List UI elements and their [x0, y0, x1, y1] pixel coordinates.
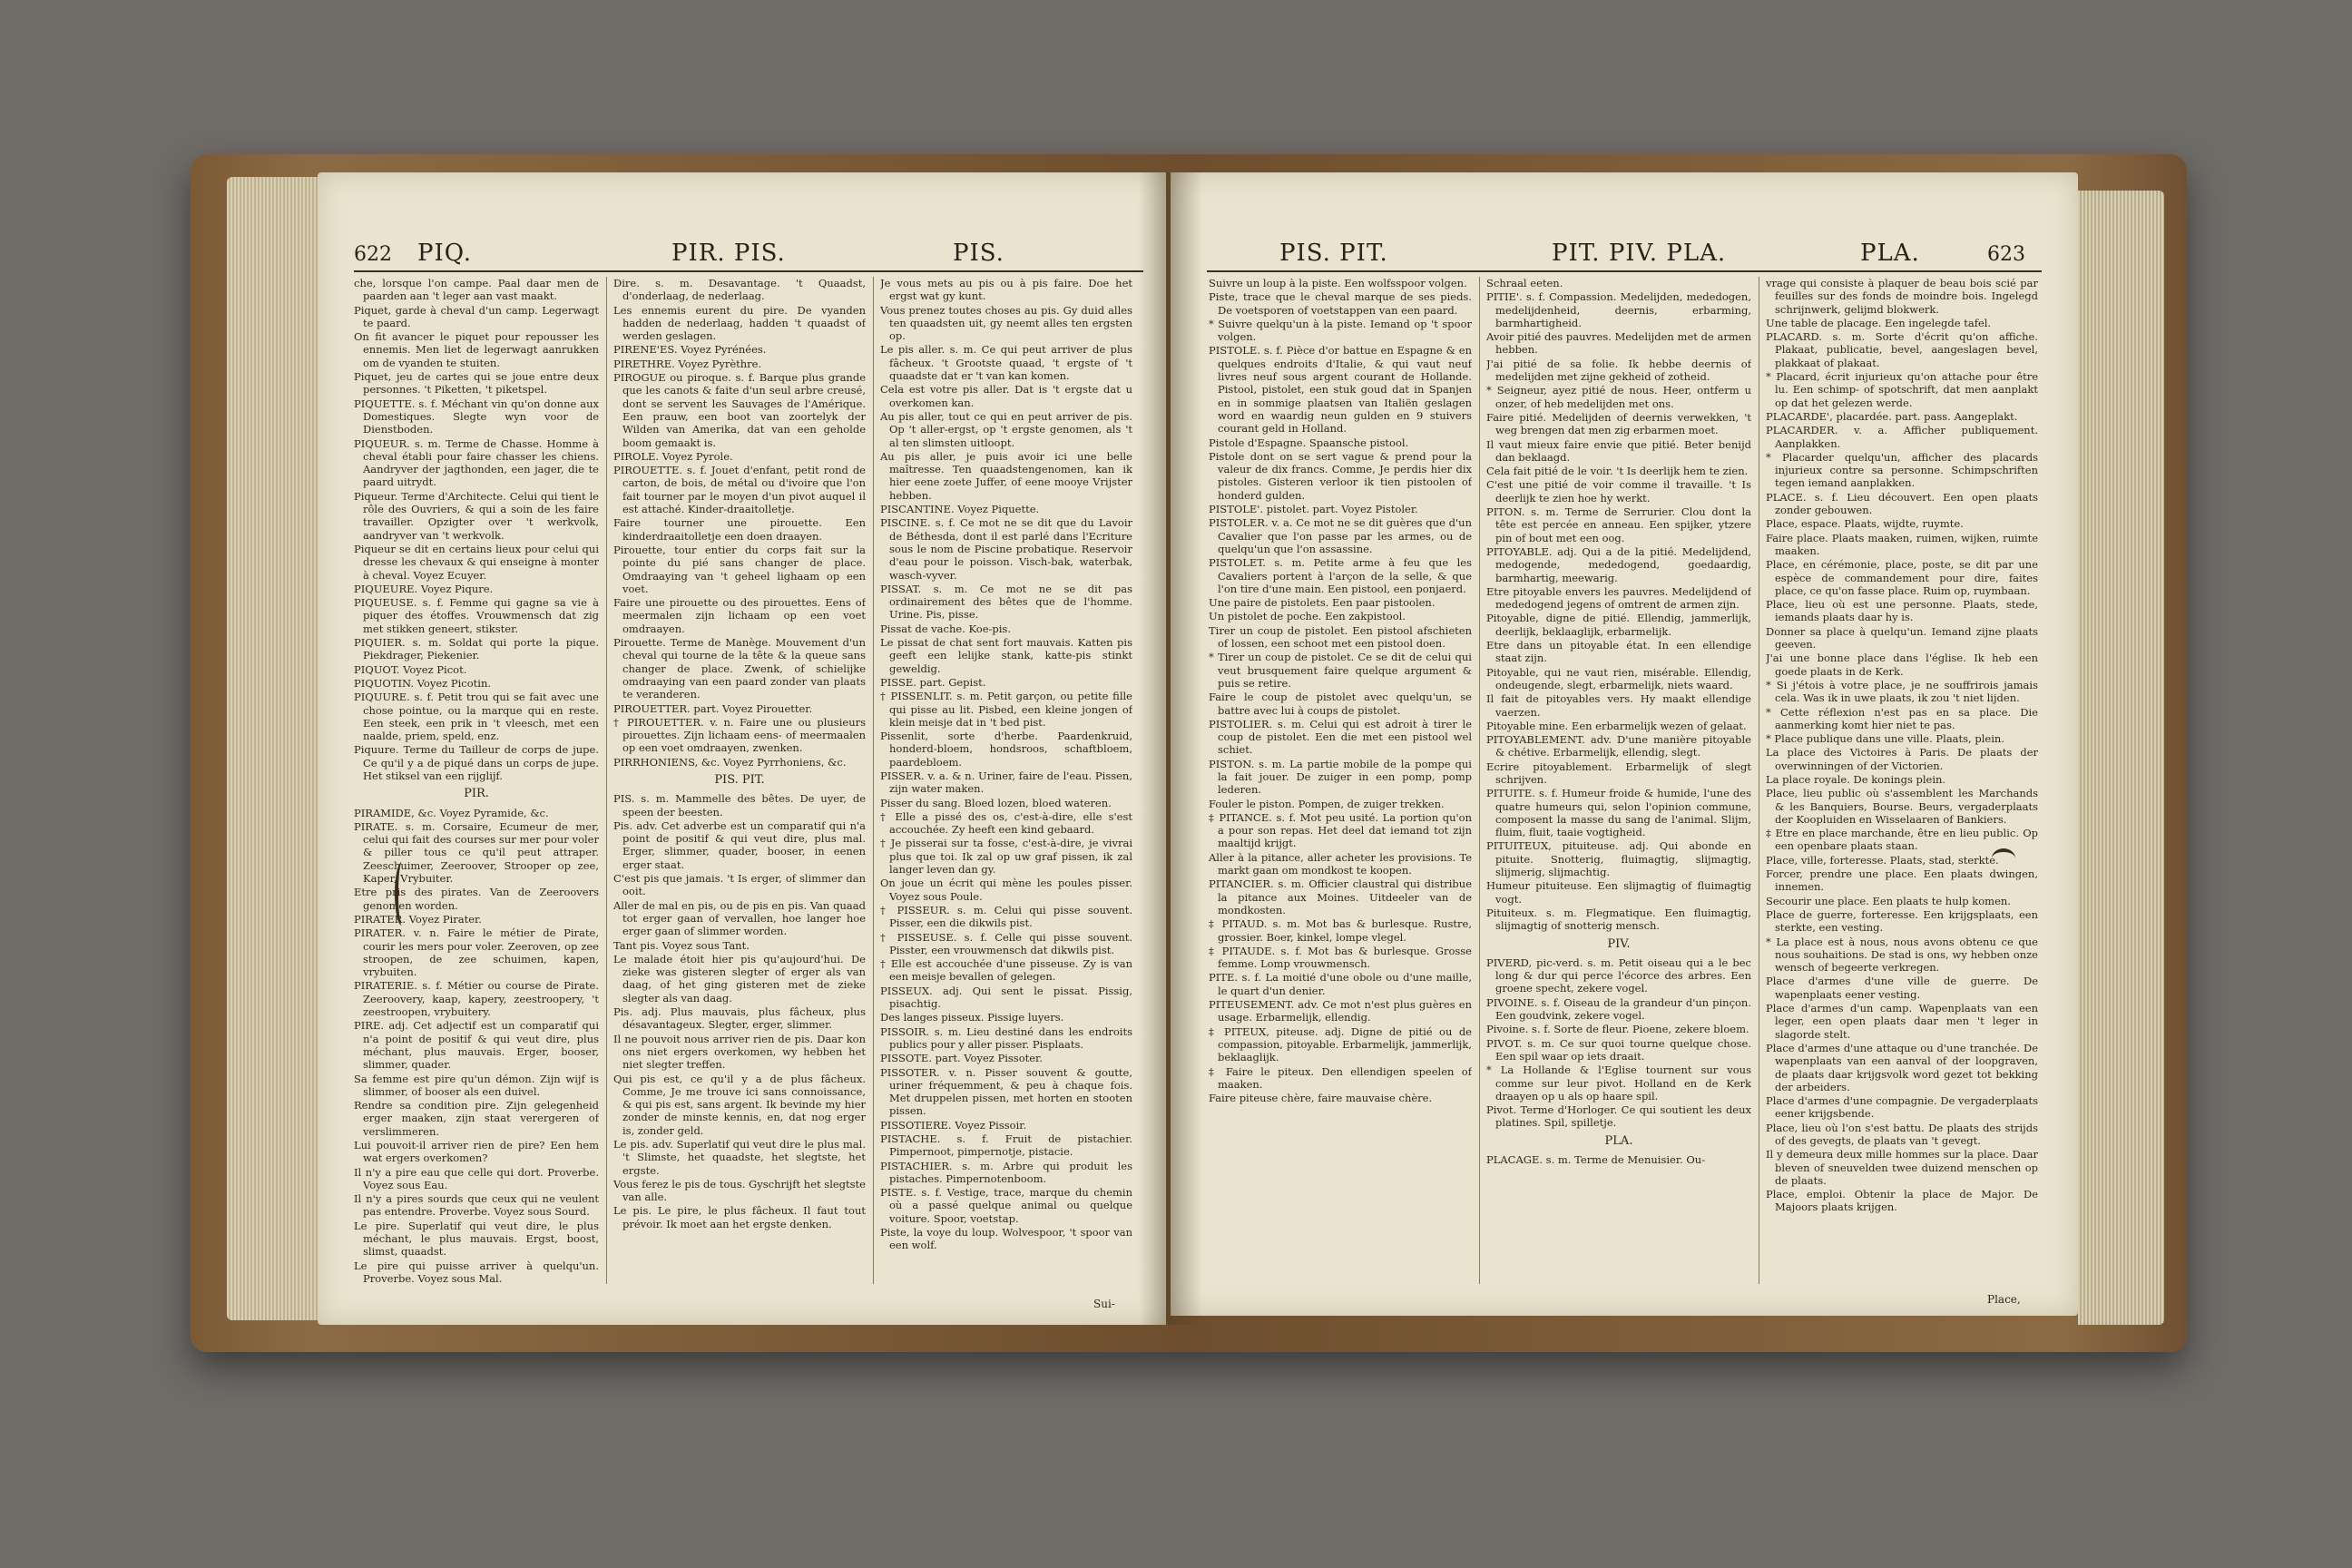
- running-head-col1: PIS. PIT.: [1279, 240, 1388, 267]
- running-head-col2: PIT. PIV. PLA.: [1552, 240, 1727, 267]
- dictionary-entry: Faire le coup de pistolet avec quelqu'un, se battre avec lui à coups de pistolet.: [1209, 691, 1472, 717]
- dictionary-entry: PLACARDE', placardée. part. pass. Aangeplakt.: [1766, 409, 2018, 423]
- dictionary-entry: PIRETHRE. Voyez Pyrèthre.: [613, 357, 762, 370]
- column-1: [1209, 277, 1472, 1293]
- page-edges-left: [227, 177, 327, 1320]
- dictionary-entry: Piquet, jeu de cartes qui se joue entre deux personnes. 't Piketten, 't piketspel.: [354, 370, 599, 397]
- dictionary-entry: PITEUSEMENT. adv. Ce mot n'est plus guères en usage. Erbarmelijk, ellendig.: [1209, 998, 1472, 1024]
- dictionary-entry: PISSOTER. v. n. Pisser souvent & goutte, uriner fréquemment, & peu à chaque fois. Met druppelen pissen, met horten en stooten pissen.: [880, 1065, 1132, 1118]
- dictionary-entry: Il n'y a pire eau que celle qui dort. Proverbe. Voyez sous Eau.: [354, 1165, 599, 1191]
- dictionary-entry: Pitoyable, digne de pitié. Ellendig, jammerlijk, deerlijk, beklaaglijk, erbarmelijk.: [1486, 612, 1751, 638]
- dictionary-entry: PISCANTINE. Voyez Piquette.: [880, 503, 1040, 516]
- dictionary-entry: Il n'y a pires sourds que ceux qui ne veulent pas entendre. Proverbe. Voyez sous Sourd.: [354, 1192, 599, 1219]
- dictionary-entry: † Elle est accouchée d'une pisseuse. Zy is van een meisje bevallen of gelegen.: [880, 957, 1132, 984]
- dictionary-entry: Il fait de pitoyables vers. Hy maakt ellendige vaerzen.: [1486, 692, 1751, 719]
- dictionary-entry: Etre dans un pitoyable état. In een ellendige staat zijn.: [1486, 639, 1751, 665]
- dictionary-entry: Ecrire pitoyablement. Erbarmelijk of slegt schrijven.: [1486, 760, 1751, 786]
- dictionary-entry: Secourir une place. Een plaats te hulp komen.: [1766, 894, 2011, 907]
- dictionary-entry: Place de guerre, forteresse. Een krijgsplaats, een sterkte, een vesting.: [1766, 907, 2038, 935]
- dictionary-entry: PISSE. part. Gepist.: [880, 675, 986, 689]
- dictionary-entry: ‡ Etre en place marchande, être en lieu public. Op een openbare plaats staan.: [1766, 827, 2038, 853]
- page-number: 623: [1987, 243, 2025, 266]
- dictionary-entry: Aller de mal en pis, ou de pis en pis. Van quaad tot erger gaan of vervallen, hoe langer hoe erger gaan of slimmer worden.: [613, 898, 866, 938]
- dictionary-entry: PIQUEUSE. s. f. Femme qui gagne sa vie à piquer des étoffes. Vrouwmensch dat zig met stikken geneert, stikster.: [354, 596, 599, 635]
- dictionary-entry: Le pis aller. s. m. Ce qui peut arriver de plus fâcheux. 't Grootste quaad, 't ergste of 't quaadste dat er 't van kan komen.: [880, 343, 1132, 383]
- running-head-col2: PIR. PIS.: [671, 240, 786, 267]
- book-gutter: [1139, 172, 1202, 1325]
- dictionary-entry: * Place publique dans une ville. Plaats, plein.: [1766, 732, 2004, 746]
- dictionary-entry: Il ne pouvoit nous arriver rien de pis. Daar kon ons niet ergers overkomen, wy hebben het niet slegter treffen.: [613, 1032, 866, 1072]
- dictionary-entry: vrage qui consiste à plaquer de beau bois scié par feuilles sur des fonds de moindre bois. Ingelegd schrijnwerk, gelijmd blokwerk.: [1766, 277, 2038, 316]
- dictionary-entry: Au pis aller, je puis avoir ici une belle maîtresse. Ten quaadstengenomen, kan ik hier eene zoete Juffer, of eene mooye Vrijster hebben.: [880, 449, 1132, 502]
- dictionary-entry: PLACAGE. s. m. Terme de Menuisier. Ou-: [1486, 1153, 1706, 1166]
- dictionary-entry: PISTON. s. m. La partie mobile de la pompe qui la fait jouer. De zuiger in een pomp, pomp lederen.: [1209, 757, 1472, 797]
- dictionary-entry: PISSOIR. s. m. Lieu destiné dans les endroits publics pour y aller pisser. Pisplaats.: [880, 1024, 1132, 1051]
- dictionary-entry: † PISSENLIT. s. m. Petit garçon, ou petite fille qui pisse au lit. Pisbed, een kleine jongen of klein meisje dat in 't bed pist.: [880, 690, 1132, 729]
- dictionary-entry: Le pire qui puisse arriver à quelqu'un. Proverbe. Voyez sous Mal.: [354, 1259, 599, 1285]
- dictionary-entry: Place d'armes d'un camp. Wapenplaats van een leger, een open plaats daar men 't leger in slagorde stelt.: [1766, 1002, 2038, 1041]
- dictionary-entry: Vous ferez le pis de tous. Gyschrijft het slegtste van alle.: [613, 1177, 866, 1204]
- dictionary-entry: PIROUETTER. part. Voyez Pirouetter.: [613, 701, 813, 715]
- dictionary-entry: ‡ PITANCE. s. f. Mot peu usité. La portion qu'on a pour son repas. Het deel dat iemand tot zijn maaltijd krijgt.: [1209, 810, 1472, 850]
- dictionary-entry: Schraal eeten.: [1486, 277, 1563, 289]
- dictionary-entry: Avoir pitié des pauvres. Medelijden met de armen hebben.: [1486, 330, 1751, 357]
- dictionary-entry: Piqueur se dit en certains lieux pour celui qui dresse les chevaux & qui enseigne à monter à cheval. Voyez Ecuyer.: [354, 542, 599, 582]
- dictionary-entry: PLACARD. s. m. Sorte d'écrit qu'on affiche. Plakaat, publicatie, bevel, aangeslagen bevel, plakkaat of plakaat.: [1766, 330, 2038, 369]
- dictionary-entry: PISSAT. s. m. Ce mot ne se dit pas ordinairement des bêtes que de l'homme. Urine. Pis, pisse.: [880, 582, 1132, 622]
- dictionary-entry: † PISSEUSE. s. f. Celle qui pisse souvent. Pisster, een vrouwmensch dat dikwils pist.: [880, 930, 1132, 956]
- dictionary-entry: PIQUEURE. Voyez Piqure.: [354, 582, 494, 595]
- dictionary-entry: Faire pitié. Medelijden of deernis verwekken, 't weg brengen dat men zig erbarmen moet.: [1486, 410, 1751, 437]
- page-edges-right: [2078, 191, 2164, 1325]
- dictionary-entry: PIQUETTE. s. f. Méchant vin qu'on donne aux Domestiques. Slegte wyn voor de Dienstboden.: [354, 397, 599, 436]
- dictionary-entry: Vous prenez toutes choses au pis. Gy duid alles ten quaadsten uit, gy neemt alles ten ergsten op.: [880, 303, 1132, 343]
- ink-mark: [395, 862, 409, 926]
- dictionary-entry: PISSER. v. a. & n. Uriner, faire de l'eau. Pissen, zijn water maken.: [880, 769, 1132, 796]
- dictionary-entry: che, lorsque l'on campe. Paal daar men de paarden aan 't leger aan vast maakt.: [354, 277, 599, 303]
- dictionary-entry: ‡ PITAUD. s. m. Mot bas & burlesque. Rustre, grossier. Boer, kinkel, lompe vlegel.: [1209, 917, 1472, 944]
- running-head-col3: PIS.: [953, 240, 1004, 267]
- dictionary-entry: Dire. s. m. Desavantage. 't Quaadst, d'onderlaag, de nederlaag.: [613, 277, 866, 303]
- dictionary-entry: Pissenlit, sorte d'herbe. Paardenkruid, honderd-bloem, hondsroos, schaftbloem, paardebloem.: [880, 730, 1132, 769]
- dictionary-entry: La place royale. De konings plein.: [1766, 772, 1946, 786]
- dictionary-entry: Piste, la voye du loup. Wolvespoor, 't spoor van een wolf.: [880, 1226, 1132, 1252]
- column-divider: [873, 277, 874, 1284]
- dictionary-entry: PIRENE'ES. Voyez Pyrénées.: [613, 343, 767, 357]
- dictionary-entry: C'est pis que jamais. 't Is erger, of slimmer dan ooit.: [613, 872, 866, 898]
- dictionary-entry: PITUITEUX, pituiteuse. adj. Qui abonde en pituite. Snotterig, fluimagtig, slijmagtig, slijmerig, slijmachtig.: [1486, 839, 1751, 879]
- left-page: [318, 172, 1166, 1325]
- dictionary-entry: PIQUEUR. s. m. Terme de Chasse. Homme à cheval établi pour faire chasser les chiens. Aandryver der jagthonden, een jager, die te paard uitrydt.: [354, 436, 599, 489]
- dictionary-entry: † Je pisserai sur ta fosse, c'est-à-dire, je vivrai plus que toi. Ik zal op uw graf pissen, ik zal langer leven dan gy.: [880, 837, 1132, 877]
- dictionary-entry: PITE. s. f. La moitié d'une obole ou d'une maille, le quart d'un denier.: [1209, 971, 1472, 997]
- dictionary-entry: PIROUETTE. s. f. Jouet d'enfant, petit rond de carton, de bois, de métal ou d'ivoire que l'on fait tourner par le moyen d'un pivot auquel il est attaché. Kinder-draaitolletje.: [613, 464, 866, 516]
- dictionary-entry: Suivre un loup à la piste. Een wolfsspoor volgen.: [1209, 277, 1467, 289]
- dictionary-entry: † Elle a pissé des os, c'est-à-dire, elle s'est accouchée. Zy heeft een kind gebaard.: [880, 809, 1132, 837]
- dictionary-entry: Il y demeura deux mille hommes sur la place. Daar bleven of sneuvelden twee duizend menschen op de plaats.: [1766, 1148, 2038, 1187]
- dictionary-entry: Faire une pirouette ou des pirouettes. Eens of meermalen zijn lichaam op een voet omdraayen.: [613, 596, 866, 635]
- dictionary-entry: PIRATERIE. s. f. Métier ou course de Pirate. Zeeroovery, kaap, kapery, zeestroopery, 't zeestroopen, vrybuitery.: [354, 979, 599, 1019]
- catchword: Place,: [1987, 1293, 2021, 1306]
- dictionary-entry: * Placard, écrit injurieux qu'on attache pour être lu. Een schimp- of spotschrift, dat men aanplakt op dat het gelezen werde.: [1766, 370, 2038, 409]
- dictionary-entry: Aller à la pitance, aller acheter les provisions. Te markt gaan om mondkost te koopen.: [1209, 850, 1472, 877]
- dictionary-entry: Place d'armes d'une ville de guerre. De wapenplaats eener vesting.: [1766, 975, 2038, 1001]
- dictionary-entry: PISTE. s. f. Vestige, trace, marque du chemin où a passé quelque animal ou quelque voiture. Spoor, voetstap.: [880, 1186, 1132, 1225]
- ink-mark: [1992, 848, 2015, 868]
- dictionary-entry: PLACE. s. f. Lieu découvert. Een open plaats zonder gebouwen.: [1766, 490, 2038, 517]
- dictionary-entry: Piste, trace que le cheval marque de ses pieds. De voetsporen of voetstappen van een paard.: [1209, 290, 1472, 317]
- dictionary-entry: PISTOLE'. pistolet. part. Voyez Pistoler.: [1209, 503, 1418, 516]
- dictionary-entry: Tant pis. Voyez sous Tant.: [613, 938, 750, 952]
- dictionary-entry: Donner sa place à quelqu'un. Iemand zijne plaats geeven.: [1766, 624, 2038, 652]
- dictionary-entry: * Suivre quelqu'un à la piste. Iemand op 't spoor volgen.: [1209, 317, 1472, 344]
- dictionary-entry: Pistole dont on se sert vague & prend pour la valeur de dix francs. Comme, Je perdis hier dix pistoles. Gisteren verloor ik tien pistoolen of honderd gulden.: [1209, 449, 1472, 502]
- dictionary-entry: Pirouette, tour entier du corps fait sur la pointe du pié sans changer de place. Omdraaying van 't geheel lighaam op een voet.: [613, 543, 866, 595]
- dictionary-entry: Le pissat de chat sent fort mauvais. Katten pis geeft een lelijke stank, katte-pis stinkt geweldig.: [880, 636, 1132, 675]
- dictionary-entry: PIROGUE ou piroque. s. f. Barque plus grande que les canots & faite d'un seul arbre creusé, dont se servent les Sauvages de l'Amérique. Een prauw, een boot van zoortelyk der Wilden van Amerika, dat van een geholde boom gemaakt is.: [613, 371, 866, 449]
- dictionary-entry: Tirer un coup de pistolet. Een pistool afschieten of lossen, een schoot met een pistool doen.: [1209, 623, 1472, 651]
- dictionary-entry: J'ai pitié de sa folie. Ik hebbe deernis of medelijden met zijne gekheid of zotheid.: [1486, 357, 1751, 384]
- dictionary-entry: Sa femme est pire qu'un démon. Zijn wijf is slimmer, of booser als een duivel.: [354, 1072, 599, 1098]
- right-page: [1171, 172, 2078, 1316]
- dictionary-entry: PISSOTIERE. Voyez Pissoir.: [880, 1118, 1027, 1132]
- dictionary-entry: PITOYABLEMENT. adv. D'une manière pitoyable & chétive. Erbarmelijk, ellendig, slegt.: [1486, 733, 1751, 760]
- running-head-col1: PIQ.: [417, 240, 473, 267]
- dictionary-entry: * Seigneur, ayez pitié de nous. Heer, ontferm u onzer, of heb medelijden met ons.: [1486, 384, 1751, 410]
- dictionary-entry: Des langes pisseux. Pissige luyers.: [880, 1011, 1064, 1024]
- dictionary-entry: PISTOLIER. s. m. Celui qui est adroit à tirer le coup de pistolet. Een die met een pistool wel schiet.: [1209, 717, 1472, 757]
- dictionary-entry: Piquure. Terme du Tailleur de corps de jupe. Ce qu'il y a de piqué dans un corps de jupe. Het stiksel van een rijglijf.: [354, 743, 599, 782]
- dictionary-entry: Le pis. adv. Superlatif qui veut dire le plus mal. 't Slimste, het quaadste, het slegtste, het ergste.: [613, 1138, 866, 1177]
- dictionary-entry: PISCINE. s. f. Ce mot ne se dit que du Lavoir de Béthesda, dont il est parlé dans l'Ecriture sous le nom de Piscine probatique. Reservoir d'eau pour le poisson. Visch-bak, waterbak, wasch-vyver.: [880, 516, 1132, 582]
- dictionary-entry: Lui pouvoit-il arriver rien de pire? Een hem wat ergers overkomen?: [354, 1139, 599, 1165]
- dictionary-entry: PIQUIER. s. m. Soldat qui porte la pique. Piekdrager, Piekenier.: [354, 636, 599, 662]
- dictionary-entry: Pituiteux. s. m. Flegmatique. Een fluimagtig, slijmagtig of snotterig mensch.: [1486, 906, 1751, 933]
- dictionary-entry: PISTOLET. s. m. Petite arme à feu que les Cavaliers portent à l'arçon de la selle, & que l'on tire d'une main. Een pistool, een ponjaerd.: [1209, 556, 1472, 595]
- dictionary-entry: PIS. s. m. Mammelle des bêtes. De uyer, de speen der beesten.: [613, 792, 866, 818]
- column-1: [354, 277, 599, 1293]
- dictionary-entry: PIVOT. s. m. Ce sur quoi tourne quelque chose. Een spil waar op iets draait.: [1486, 1036, 1751, 1063]
- dictionary-entry: Faire place. Plaats maaken, ruimen, wijken, ruimte maaken.: [1766, 531, 2038, 557]
- dictionary-entry: * Si j'étois à votre place, je ne souffrirois jamais cela. Was ik in uwe plaats, ik zou 't niet lijden.: [1766, 678, 2038, 705]
- dictionary-entry: PIRE. adj. Cet adjectif est un comparatif qui n'a point de positif & qui veut dire, plus méchant, plus mauvais. Erger, booser, slimmer, quader.: [354, 1019, 599, 1072]
- dictionary-entry: Piquet, garde à cheval d'un camp. Legerwagt te paard.: [354, 303, 599, 329]
- dictionary-entry: PISTOLER. v. a. Ce mot ne se dit guères que d'un Cavalier que l'on passe par les armes, ou de quelqu'un que l'on assassine.: [1209, 516, 1472, 555]
- dictionary-entry: Un pistolet de poche. Een zakpistool.: [1209, 610, 1406, 623]
- dictionary-entry: Place d'armes d'une attaque ou d'une tranchée. De wapenplaats van een aanval of der loopgraven, de plaats daar krijgsvolk word gezet tot bekking der arbeiders.: [1766, 1041, 2038, 1093]
- dictionary-entry: * Placarder quelqu'un, afficher des placards injurieux contre sa personne. Schimpschriften tegen iemand aanplakken.: [1766, 450, 2038, 490]
- dictionary-entry: ‡ PITEUX, piteuse. adj. Digne de pitié ou de compassion, pitoyable. Erbarmelijk, jammerlijk, beklaaglijk.: [1209, 1024, 1472, 1064]
- dictionary-entry: Au pis aller, tout ce qui en peut arriver de pis. Op 't aller-ergst, op 't ergste genomen, als 't al ten slimsten uitloopt.: [880, 409, 1132, 449]
- dictionary-entry: Humeur pituiteuse. Een slijmagtig of fluimagtig vogt.: [1486, 879, 1751, 906]
- dictionary-entry: PISTACHE. s. f. Fruit de pistachier. Pimpernoot, pimpernotje, pistacie.: [880, 1132, 1132, 1159]
- head-rule: [354, 270, 1143, 272]
- dictionary-entry: C'est une pitié de voir comme il travaille. 't Is deerlijk te zien hoe hy werkt.: [1486, 478, 1751, 505]
- dictionary-entry: Pistole d'Espagne. Spaansche pistool.: [1209, 436, 1409, 449]
- dictionary-entry: Place, en cérémonie, place, poste, se dit par une espèce de commandement pour dire, faites place, ce qu'on fasse place. Ruim op, ruymbaan.: [1766, 558, 2038, 597]
- dictionary-entry: Qui pis est, ce qu'il y a de plus fâcheux. Comme, Je me trouve ici sans connoissance, & qui pis est, sans argent. Ik bevinde my hier zonder de minste kennis, en, dat nog erger is, zonder geld.: [613, 1072, 866, 1137]
- dictionary-entry: Piqueur. Terme d'Architecte. Celui qui tient le rôle des Ouvriers, & qui a soin de les faire travailler. Opzigter over 't werkvolk, aandryver van 't werkvolk.: [354, 489, 599, 542]
- column-2: [613, 277, 866, 1293]
- section-heading: PIV.: [1607, 936, 1631, 951]
- dictionary-entry: Le pis. Le pire, le plus fâcheux. Il faut tout prévoir. Ik moet aan het ergste denken.: [613, 1204, 866, 1230]
- dictionary-entry: Pivot. Terme d'Horloger. Ce qui soutient les deux platines. Spil, spilletje.: [1486, 1103, 1751, 1130]
- dictionary-entry: Faire piteuse chère, faire mauvaise chère.: [1209, 1092, 1433, 1105]
- catchword: Sui-: [1093, 1298, 1115, 1310]
- dictionary-entry: Je vous mets au pis ou à pis faire. Doe het ergst wat gy kunt.: [880, 277, 1132, 303]
- page-number: 622: [354, 243, 392, 266]
- dictionary-entry: PITANCIER. s. m. Officier claustral qui distribue la pitance aux Moines. Uitdeeler van de mondkosten.: [1209, 877, 1472, 916]
- dictionary-entry: PIRATER. Voyez Pirater.: [354, 912, 482, 926]
- dictionary-entry: Cela fait pitié de le voir. 't Is deerlijk hem te zien.: [1486, 465, 1749, 478]
- dictionary-entry: La place des Victoires à Paris. De plaats der overwinningen of der Victorien.: [1766, 746, 2038, 772]
- dictionary-entry: † PISSEUR. s. m. Celui qui pisse souvent. Pisser, een die dikwils pist.: [880, 903, 1132, 930]
- section-heading: PLA.: [1604, 1133, 1633, 1148]
- dictionary-entry: Etre pitoyable envers les pauvres. Medelijdend of mededogend jegens of omtrent de armen zijn.: [1486, 584, 1751, 612]
- dictionary-entry: Il vaut mieux faire envie que pitié. Beter benijd dan beklaagd.: [1486, 437, 1751, 464]
- dictionary-entry: PIQUOTIN. Voyez Picotin.: [354, 676, 492, 690]
- section-heading: PIR.: [464, 787, 489, 801]
- dictionary-entry: Pitoyable, qui ne vaut rien, misérable. Ellendig, ondeugende, slegt, erbarmelijk, niets waard.: [1486, 665, 1751, 691]
- dictionary-entry: PIRATE. s. m. Corsaire, Ecumeur de mer, celui qui fait des courses sur mer pour voler & piller tous ce qu'il peut attraper. Zeeschuimer, Zeeroover, Strooper op zee, Kaper, Vrybuiter.: [354, 819, 599, 886]
- dictionary-entry: ‡ PITAUDE. s. f. Mot bas & burlesque. Grosse femme. Lomp vrouwmensch.: [1209, 944, 1472, 971]
- dictionary-entry: Place, lieu où est une personne. Plaats, stede, iemands plaats daar hy is.: [1766, 598, 2038, 624]
- dictionary-entry: PIRATER. v. n. Faire le métier de Pirate, courir les mers pour voler. Zeeroven, op zee stroopen, de zee schuimen, kapen, vrybuiten.: [354, 926, 599, 979]
- dictionary-entry: * Tirer un coup de pistolet. Ce se dit de celui qui veut brusquement faire quelque argument & puis se retire.: [1209, 651, 1472, 690]
- dictionary-entry: Etre pris des pirates. Van de Zeeroovers genomen worden.: [354, 886, 599, 912]
- dictionary-entry: PISTOLE. s. f. Pièce d'or battue en Espagne & en quelques endroits d'Italie, & qui vaut neuf livres neuf sous argent courant de Hollande. Pistool, pistolet, een stuk goud dat in Spanjen en in sommige plaatsen van Italiën geslagen word en waardig neun gulden en 9 stuivers courant geld in Holland.: [1209, 344, 1472, 436]
- dictionary-entry: Faire tourner une pirouette. Een kinderdraaitolletje een doen draayen.: [613, 516, 866, 543]
- dictionary-entry: Pis. adj. Plus mauvais, plus fâcheux, plus désavantageux. Slegter, erger, slimmer.: [613, 1005, 866, 1032]
- dictionary-entry: Place, ville, forteresse. Plaats, stad, sterkte.: [1766, 853, 1999, 867]
- dictionary-entry: PIVERD, pic-verd. s. m. Petit oiseau qui a le bec long & dur qui perce l'écorce des arbres. Een groene specht, zekere vogel.: [1486, 956, 1751, 995]
- column-divider: [1479, 277, 1480, 1284]
- dictionary-entry: PITON. s. m. Terme de Serrurier. Clou dont la tête est percée en anneau. Een spijker, ytzere pin of bout met een oog.: [1486, 505, 1751, 544]
- dictionary-entry: PLACARDER. v. a. Afficher publiquement. Aanplakken.: [1766, 424, 2038, 450]
- dictionary-entry: Les ennemis eurent du pire. De vyanden hadden de nederlaag, hadden 't quaadst of werden geslagen.: [613, 303, 866, 343]
- dictionary-entry: PIQUURE. s. f. Petit trou qui se fait avec une chose pointue, ou la marque qui en reste. Een steek, een prik in 't vleesch, met een naalde, priem, speld, enz.: [354, 691, 599, 743]
- dictionary-entry: PIRAMIDE, &c. Voyez Pyramide, &c.: [354, 806, 549, 819]
- dictionary-entry: PITOYABLE. adj. Qui a de la pitié. Medelijdend, medogende, mededogend, goedaardig, barmhartig, meewarig.: [1486, 544, 1751, 584]
- head-rule: [1207, 270, 2042, 272]
- dictionary-entry: Pis. adv. Cet adverbe est un comparatif qui n'a point de positif & qui veut dire, plus mal. Erger, slimmer, quader, booser, in eenen erger staat.: [613, 818, 866, 871]
- dictionary-entry: Pirouette. Terme de Manège. Mouvement d'un cheval qui tourne de la tête & la queue sans changer de place. Zwenk, of schielijke omdraaying van een paard zonder van plaats te veranderen.: [613, 636, 866, 701]
- dictionary-entry: PISSOTE. part. Voyez Pissoter.: [880, 1052, 1043, 1065]
- dictionary-entry: PIQUOT. Voyez Picot.: [354, 662, 467, 676]
- dictionary-entry: Place, espace. Plaats, wijdte, ruymte.: [1766, 517, 1964, 531]
- dictionary-entry: Pivoine. s. f. Sorte de fleur. Pioene, zekere bloem.: [1486, 1023, 1749, 1036]
- dictionary-entry: Rendre sa condition pire. Zijn gelegenheid erger maaken, zijn staat verergeren of verslimmeren.: [354, 1099, 599, 1138]
- dictionary-entry: PIROLE. Voyez Pyrole.: [613, 449, 733, 463]
- dictionary-entry: Le malade étoit hier pis qu'aujourd'hui. De zieke was gisteren slegter of erger als van daag, of het ging gisteren met de zieke slegter als van daag.: [613, 952, 866, 1004]
- dictionary-entry: † PIROUETTER. v. n. Faire une ou plusieurs pirouettes. Zijn lichaam eens- of meermaalen op een voet omdraayen, zwenken.: [613, 715, 866, 755]
- column-2: [1486, 277, 1751, 1293]
- dictionary-entry: Pissat de vache. Koe-pis.: [880, 622, 1011, 635]
- dictionary-entry: ‡ Faire le piteux. Den ellendigen speelen of maaken.: [1209, 1064, 1472, 1091]
- dictionary-entry: PITUITE. s. f. Humeur froide & humide, l'une des quatre humeurs qui, selon l'opinion commune, composent la masse du sang de l'animal. Slijm, fluim, fluit, taaie vogtigheid.: [1486, 787, 1751, 839]
- column-3: [1766, 277, 2038, 1293]
- dictionary-entry: Pisser du sang. Bloed lozen, bloed wateren.: [880, 796, 1112, 809]
- dictionary-entry: PISSEUX. adj. Qui sent le pissat. Pissig, pisachtig.: [880, 984, 1132, 1011]
- dictionary-entry: Une paire de pistolets. Een paar pistoolen.: [1209, 596, 1436, 610]
- dictionary-entry: * Cette réflexion n'est pas en sa place. Die aanmerking komt hier niet te pas.: [1766, 705, 2038, 731]
- dictionary-entry: * La Hollande & l'Eglise tournent sur vous comme sur leur pivot. Holland en de Kerk draayen op u als op haare spil.: [1486, 1063, 1751, 1102]
- dictionary-entry: J'ai une bonne place dans l'église. Ik heb een goede plaats in de Kerk.: [1766, 652, 2038, 678]
- dictionary-entry: Place, emploi. Obtenir la place de Major. De Majoors plaats krijgen.: [1766, 1188, 2038, 1214]
- dictionary-entry: Cela est votre pis aller. Dat is 't ergste dat u overkomen kan.: [880, 383, 1132, 409]
- dictionary-entry: Une table de placage. Een ingelegde tafel.: [1766, 316, 1992, 329]
- dictionary-entry: Le pire. Superlatif qui veut dire, le plus méchant, le plus mauvais. Ergst, boost, slimst, quaadst.: [354, 1219, 599, 1259]
- dictionary-entry: Pitoyable mine. Een erbarmelijk wezen of gelaat.: [1486, 719, 1747, 732]
- dictionary-entry: PIRRHONIENS, &c. Voyez Pyrrhoniens, &c.: [613, 755, 847, 769]
- column-3: [880, 277, 1132, 1293]
- dictionary-entry: * La place est à nous, nous avons obtenu ce que nous souhaitions. De stad is ons, wy hebben onze wensch of begeerte verkregen.: [1766, 935, 2038, 975]
- dictionary-entry: Place d'armes d'une compagnie. De vergaderplaats eener krijgsbende.: [1766, 1094, 2038, 1121]
- dictionary-entry: Place, lieu public où s'assemblent les Marchands & les Banquiers, Bourse. Beurs, vergaderplaats der Koopluiden en Wisselaaren of Bankiers.: [1766, 787, 2038, 826]
- dictionary-entry: Place, lieu où l'on s'est battu. De plaats des strijds of des gevegts, de plaats van 't gevegt.: [1766, 1121, 2038, 1147]
- running-head-col3: PLA.: [1860, 240, 1920, 267]
- dictionary-entry: On fit avancer le piquet pour repousser les ennemis. Men liet de legerwagt aanrukken om de vyanden te stuiten.: [354, 330, 599, 369]
- dictionary-entry: Fouler le piston. Pompen, de zuiger trekken.: [1209, 797, 1445, 810]
- dictionary-entry: On joue un écrit qui mène les poules pisser. Voyez sous Poule.: [880, 877, 1132, 903]
- dictionary-entry: PIVOINE. s. f. Oiseau de la grandeur d'un pinçon. Een goudvink, zekere vogel.: [1486, 995, 1751, 1023]
- column-divider: [606, 277, 607, 1284]
- section-heading: PIS. PIT.: [714, 772, 765, 787]
- dictionary-entry: PITIE'. s. f. Compassion. Medelijden, mededogen, medelijdenheid, deernis, erbarming, barmhartigheid.: [1486, 290, 1751, 329]
- dictionary-entry: PISTACHIER. s. m. Arbre qui produit les pistaches. Pimpernotenboom.: [880, 1159, 1132, 1185]
- dictionary-entry: Forcer, prendre une place. Een plaats dwingen, innemen.: [1766, 867, 2038, 894]
